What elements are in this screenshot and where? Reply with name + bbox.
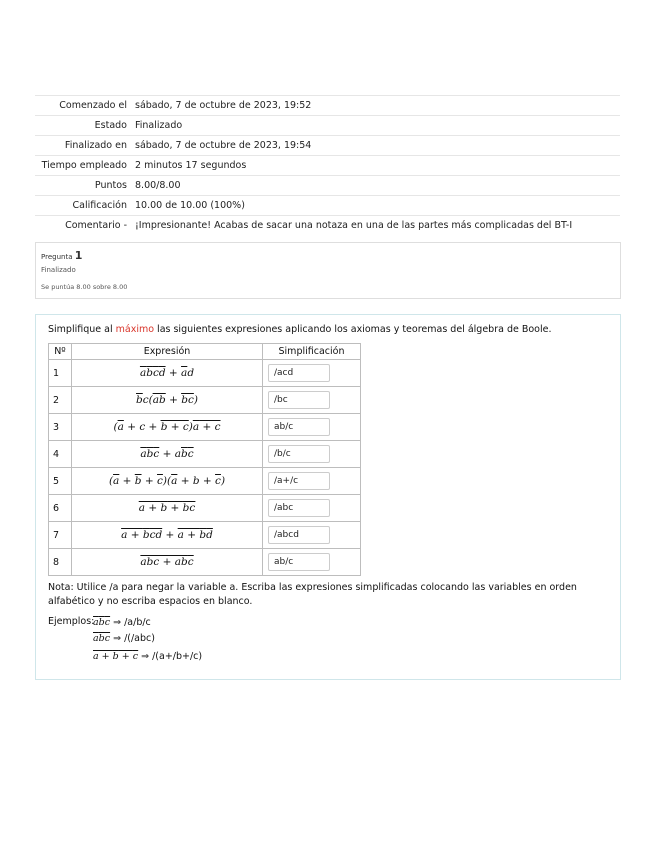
- answer-input[interactable]: [268, 553, 330, 571]
- example-line: a + b + c ⇒ /(a+/b+/c): [93, 651, 203, 662]
- row-expression: $(\overline{a} + c + b + c)a + c$: [72, 414, 263, 441]
- table-row: [49, 360, 361, 387]
- summary-label: Tiempo empleado: [35, 156, 131, 176]
- table-row: [49, 522, 361, 549]
- col-header-number: Nº: [49, 344, 72, 360]
- summary-value: sábado, 7 de octubre de 2023, 19:52: [131, 96, 620, 116]
- row-answer-cell: [263, 468, 361, 495]
- example-line: abc ⇒ /(/abc): [93, 633, 155, 644]
- row-expression: $(\overline{a} + \overline{b} + \overline{c})(\overline{a} + b + \overline{c})$: [72, 468, 263, 495]
- question-prefix: Pregunta: [41, 253, 73, 261]
- summary-label: Estado: [35, 116, 131, 136]
- question-state: Finalizado: [41, 266, 76, 274]
- row-number: 7: [49, 522, 72, 549]
- table-row: [49, 495, 361, 522]
- highlight-text: máximo: [115, 324, 155, 335]
- summary-row-grade: [35, 196, 620, 216]
- question-number-value: 1: [74, 249, 83, 262]
- question-text: [48, 324, 552, 335]
- row-expression: abc + abc: [72, 549, 263, 576]
- row-expression: $\overline{b}c(ab + bc)$: [72, 387, 263, 414]
- summary-label: Calificación: [35, 196, 131, 216]
- row-answer-cell: [263, 549, 361, 576]
- summary-label: Puntos: [35, 176, 131, 196]
- row-answer-cell: [263, 414, 361, 441]
- answer-input[interactable]: [268, 418, 330, 436]
- row-expression: $\overline{a}\overline{b}\overline{c}\overline{d} + \overline{a}d$: [72, 360, 263, 387]
- summary-row-finish: [35, 136, 620, 156]
- row-answer-cell: [263, 387, 361, 414]
- example-result: /a/b/c: [124, 617, 151, 628]
- row-number: 1: [49, 360, 72, 387]
- answer-input[interactable]: [268, 526, 330, 544]
- note-text: Nota: Utilice /a para negar la variable a. Escriba las expresiones simplificadas colocando las variables en orden alfabético y no escriba espacios en blanco.: [48, 582, 577, 607]
- examples-label: Ejemplos:: [48, 616, 95, 627]
- question-text-before: Simplifique al: [48, 324, 116, 335]
- row-number: 3: [49, 414, 72, 441]
- summary-value: ¡Impresionante! Acabas de sacar una notaza en una de las partes más complicadas del BT-I: [131, 216, 620, 236]
- answer-input[interactable]: [268, 499, 330, 517]
- table-row: [49, 468, 361, 495]
- question-info: [35, 242, 621, 299]
- summary-label: Comentario -: [35, 216, 131, 236]
- question-text-after: las siguientes expresiones aplicando los axiomas y teoremas del álgebra de Boole.: [154, 324, 552, 335]
- table-row: [49, 414, 361, 441]
- summary-row-start: [35, 96, 620, 116]
- summary-row-state: [35, 116, 620, 136]
- row-answer-cell: [263, 522, 361, 549]
- answer-input[interactable]: [268, 364, 330, 382]
- summary-value: 10.00 de 10.00 (100%): [131, 196, 620, 216]
- row-number: 4: [49, 441, 72, 468]
- row-expression: a + bcd + a + bd: [72, 522, 263, 549]
- row-number: 8: [49, 549, 72, 576]
- attempt-summary: [35, 95, 620, 235]
- summary-label: Comenzado el: [35, 96, 131, 116]
- col-header-simplification: Simplificación: [263, 344, 361, 360]
- answer-input[interactable]: [268, 391, 330, 409]
- row-expression: $\overline{a}\overline{b}\overline{c} + a\overline{b}\overline{c}$: [72, 441, 263, 468]
- summary-row-time: [35, 156, 620, 176]
- summary-value: Finalizado: [131, 116, 620, 136]
- question-content: [35, 314, 621, 680]
- table-row: [49, 549, 361, 576]
- summary-row-comment: [35, 216, 620, 236]
- row-answer-cell: [263, 495, 361, 522]
- row-number: 2: [49, 387, 72, 414]
- row-number: 6: [49, 495, 72, 522]
- question-number: [41, 249, 82, 262]
- row-answer-cell: [263, 441, 361, 468]
- table-header-row: [49, 344, 361, 360]
- summary-row-points: [35, 176, 620, 196]
- row-answer-cell: [263, 360, 361, 387]
- row-expression: a + b + bc: [72, 495, 263, 522]
- row-number: 5: [49, 468, 72, 495]
- question-mark: Se puntúa 8.00 sobre 8.00: [41, 283, 128, 291]
- table-row: [49, 441, 361, 468]
- answer-input[interactable]: [268, 445, 330, 463]
- summary-value: 8.00/8.00: [131, 176, 620, 196]
- example-result: /(a+/b+/c): [152, 651, 203, 662]
- summary-value: 2 minutos 17 segundos: [131, 156, 620, 176]
- col-header-expression: Expresión: [72, 344, 263, 360]
- example-result: /(/abc): [124, 633, 155, 644]
- table-row: [49, 387, 361, 414]
- summary-label: Finalizado en: [35, 136, 131, 156]
- example-line: $\overline{a}\overline{b}\overline{c}$ ⇒ /a/b/c: [93, 617, 151, 628]
- answer-input[interactable]: [268, 472, 330, 490]
- expressions-table: [48, 343, 361, 576]
- summary-value: sábado, 7 de octubre de 2023, 19:54: [131, 136, 620, 156]
